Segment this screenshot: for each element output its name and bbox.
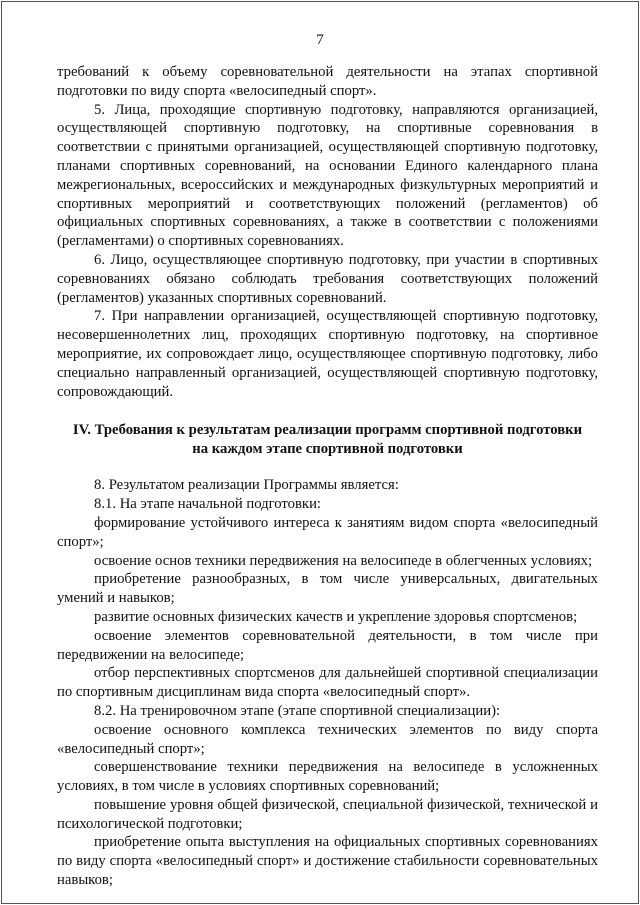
list-item: освоение основ техники передвижения на велосипеде в облегченных условиях; [94, 552, 593, 569]
paragraph-continuation: требований к объему соревновательной деятельности на этапах спортивной подготовки по виду спорта «велосипедный спорт». [57, 64, 598, 99]
document-body [57, 63, 598, 890]
list-item: освоение основного комплекса технических элементов по виду спорта «велосипедный спорт»; [57, 721, 598, 757]
paragraph-item-8: 8. Результатом реализации Программы является: [94, 477, 399, 494]
section-heading [57, 421, 598, 459]
list-item: приобретение опыта выступления на официальных спортивных соревнованиях по виду спорта «велосипедный спорт» и достижение стабильности соревновательных навыков; [57, 834, 598, 889]
list-item: отбор перспективных спортсменов для дальнейшей спортивной специализации по спортивным дисциплинам вида спорта «велосипедный спорт». [57, 665, 598, 701]
section-heading-line-2: на каждом этапе спортивной подготовки [192, 441, 463, 458]
paragraph-item-7: 7. При направлении организацией, осуществляющей спортивную подготовку, несовершеннолетних лиц, проходящих спортивную подготовку, на спортивное мероприятие, их сопровождает лицо, осуществляющее спортивную подготовку, либо специально направленный организацией, осуществляющей спортивную подготовку, сопровождающий. [57, 308, 598, 400]
list-item: приобретение разнообразных, в том числе универсальных, двигательных умений и навыков; [57, 571, 598, 607]
paragraph-item-8-1: 8.1. На этапе начальной подготовки: [94, 496, 322, 513]
list-item: освоение элементов соревновательной деятельности, в том числе при передвижении на велосипеде; [57, 627, 598, 663]
page-number: 7 [316, 32, 324, 48]
section-heading-line-1: IV. Требования к результатам реализации программ спортивной подготовки [72, 422, 583, 439]
list-item: повышение уровня общей физической, специальной физической, технической и психологической подготовки; [57, 796, 598, 832]
list-item: совершенствование техники передвижения на велосипеде в усложненных условиях, в том числе в условиях спортивных соревнований; [57, 759, 598, 795]
paragraph-item-5: 5. Лица, проходящие спортивную подготовку, направляются организацией, осуществляющей спортивную подготовку, на спортивные соревнования в соответствии с принятыми организацией, осуществляющей спортивную подготовку, планами спортивных соревнований, на основании Единого календарного плана межрегиональных, всероссийских и международных физкультурных мероприятий и спортивных мероприятий и соответствующих положений (регламентов) об официальных спортивных соревнованиях, а также в соответствии с положениями (регламентами) о спортивных соревнованиях. [57, 101, 598, 250]
list-item: развитие основных физических качеств и укрепление здоровья спортсменов; [94, 608, 578, 625]
list-item: формирование устойчивого интереса к занятиям видом спорта «велосипедный спорт»; [57, 514, 598, 550]
paragraph-item-6: 6. Лицо, осуществляющее спортивную подготовку, при участии в спортивных соревнованиях обязано соблюдать требования соответствующих положений (регламентов) указанных спортивных соревнований. [57, 251, 598, 306]
paragraph-item-8-2: 8.2. На тренировочном этапе (этапе спортивной специализации): [94, 702, 501, 719]
